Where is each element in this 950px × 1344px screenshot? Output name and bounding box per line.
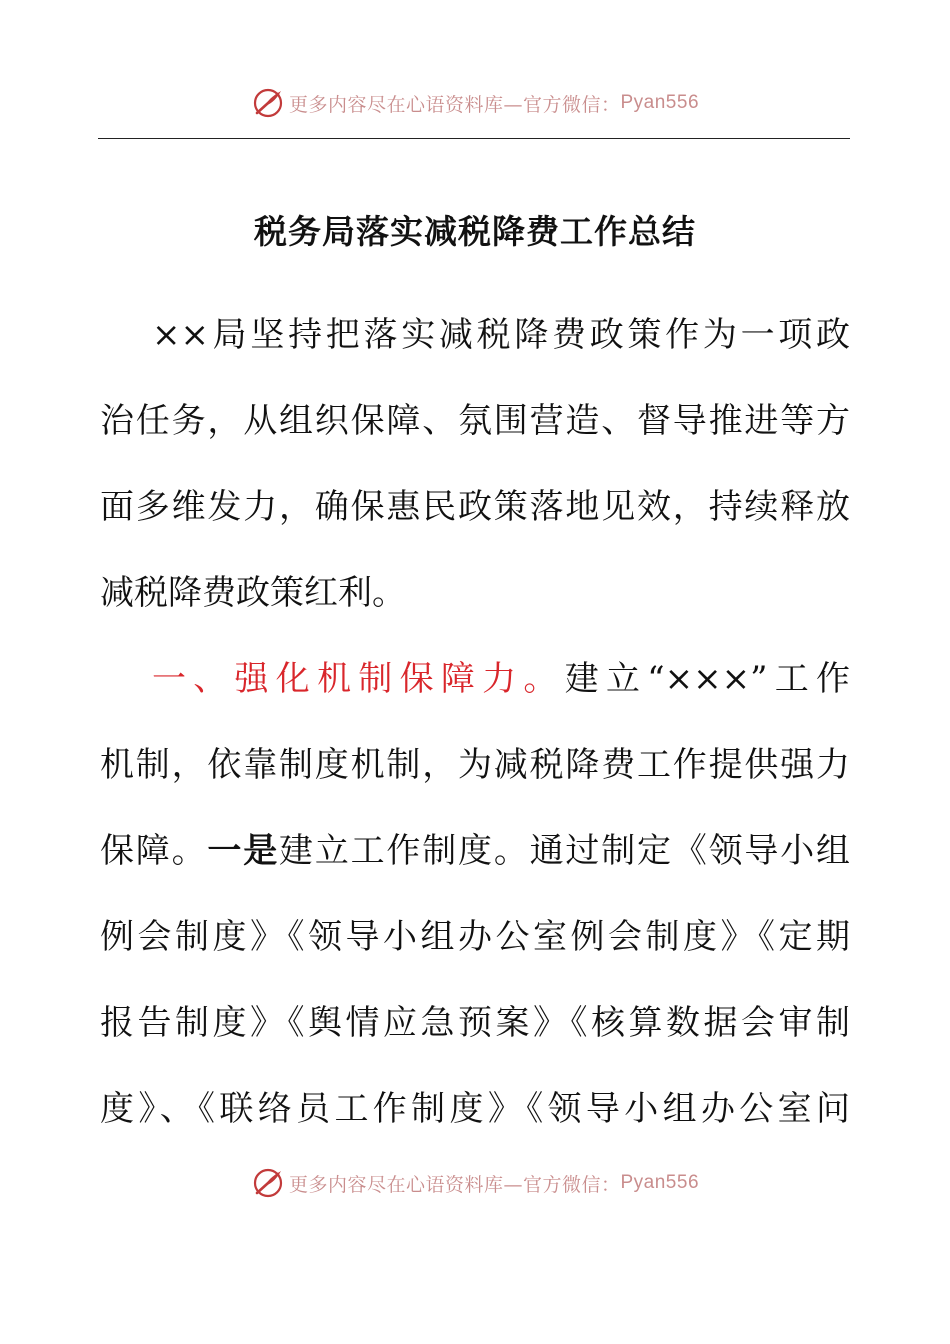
paragraph2-line3 [100, 808, 850, 894]
watermark-account: Pyan556 [620, 92, 700, 113]
quill-logo-icon [251, 1166, 285, 1200]
paragraph2-line3-pre: 保障。 [100, 831, 208, 871]
quill-logo-icon [251, 86, 285, 120]
paragraph1-text-1: ××局坚持把落实减税降费政策作为一项政 [152, 315, 850, 355]
watermark-text: 更多内容尽在心语资料库—官方微信： [288, 1173, 621, 1196]
paragraph2-line1 [100, 636, 850, 722]
paragraph1-line4: 减税降费政策红利。 [100, 573, 406, 613]
emphasis-first: 一是 [207, 831, 280, 871]
paragraph2-line1-rest: 建立“×××”工作 [564, 659, 851, 699]
paragraph1-line1 [100, 292, 850, 378]
header-divider [98, 138, 850, 139]
watermark-text: 更多内容尽在心语资料库—官方微信： [288, 93, 621, 116]
paragraph2-line4: 例会制度》《领导小组办公室例会制度》《定期 [100, 917, 850, 957]
paragraph2-line5: 报告制度》《舆情应急预案》《核算数据会审制 [100, 1003, 850, 1043]
document-title: 税务局落实减税降费工作总结 [254, 212, 696, 251]
section-heading: 一、强化机制保障力。 [152, 659, 565, 699]
watermark-footer [0, 1166, 950, 1200]
paragraph1-line3: 面多维发力，确保惠民政策落地见效，持续释放 [100, 487, 850, 527]
paragraph2-line3-rest: 建立工作制度。通过制定《领导小组 [279, 831, 851, 871]
document-body [100, 292, 850, 1152]
watermark-header [0, 86, 950, 120]
paragraph2-line2: 机制，依靠制度机制，为减税降费工作提供强力 [100, 745, 850, 785]
paragraph1-line2: 治任务，从组织保障、氛围营造、督导推进等方 [100, 401, 850, 441]
paragraph2-line6: 度》、《联络员工作制度》《领导小组办公室问 [100, 1089, 850, 1129]
watermark-account: Pyan556 [620, 1172, 700, 1193]
